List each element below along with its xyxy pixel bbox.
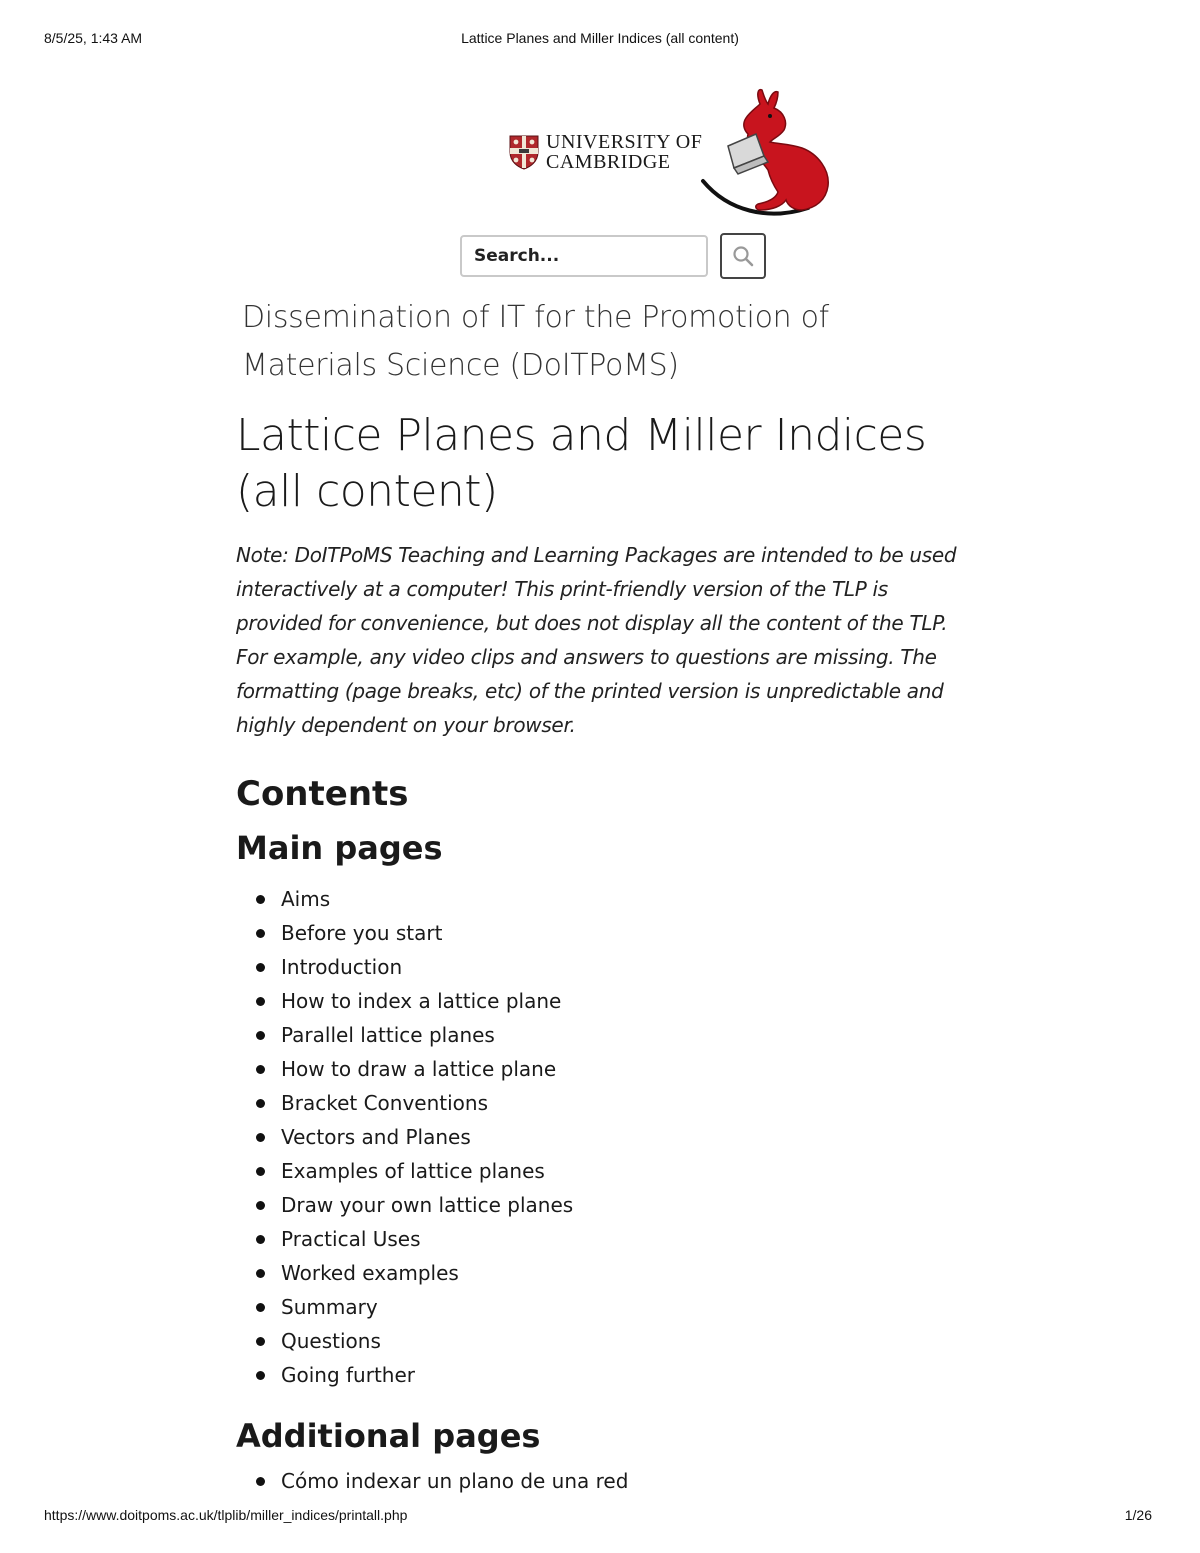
toc-item-before-you-start[interactable]: Before you start <box>236 916 966 950</box>
print-url: https://www.doitpoms.ac.uk/tlplib/miller_indices/printall.php <box>44 1507 408 1523</box>
toc-item-examples[interactable]: Examples of lattice planes <box>236 1154 966 1188</box>
crest-icon <box>508 134 540 170</box>
toc-item-draw-your-own[interactable]: Draw your own lattice planes <box>236 1188 966 1222</box>
search-button[interactable] <box>720 233 766 279</box>
main-pages-heading: Main pages <box>236 829 443 867</box>
additional-pages-list <box>236 1464 966 1498</box>
toc-item-aims[interactable]: Aims <box>236 882 966 916</box>
toc-item-questions[interactable]: Questions <box>236 1324 966 1358</box>
toc-item-bracket-conventions[interactable]: Bracket Conventions <box>236 1086 966 1120</box>
university-line-1: UNIVERSITY OF <box>546 131 703 153</box>
print-footer <box>0 1507 1200 1527</box>
print-title: Lattice Planes and Miller Indices (all content) <box>461 30 739 46</box>
site-title[interactable]: Dissemination of IT for the Promotion of Materials Science (DoITPoMS) <box>242 300 829 383</box>
print-datetime: 8/5/25, 1:43 AM <box>44 30 143 46</box>
page-title: Lattice Planes and Miller Indices (all content) <box>236 410 927 517</box>
search-icon <box>732 245 754 267</box>
print-header <box>0 30 1200 50</box>
additional-pages-heading: Additional pages <box>236 1417 541 1455</box>
toc-item-summary[interactable]: Summary <box>236 1290 966 1324</box>
toc-item-how-to-index[interactable]: How to index a lattice plane <box>236 984 966 1018</box>
toc-item-introduction[interactable]: Introduction <box>236 950 966 984</box>
toc-item-como-indexar[interactable]: Cómo indexar un plano de una red <box>236 1464 966 1498</box>
toc-item-vectors-and-planes[interactable]: Vectors and Planes <box>236 1120 966 1154</box>
university-line-2: CAMBRIDGE <box>546 151 671 173</box>
print-page-number: 1/26 <box>1124 1507 1152 1523</box>
toc-item-how-to-draw[interactable]: How to draw a lattice plane <box>236 1052 966 1086</box>
main-content <box>236 294 966 1498</box>
search-bar <box>460 233 766 279</box>
university-logo[interactable] <box>508 132 702 172</box>
kangaroo-logo-icon <box>698 86 838 221</box>
contents-heading: Contents <box>236 774 409 814</box>
main-pages-list <box>236 882 966 1392</box>
toc-item-parallel-planes[interactable]: Parallel lattice planes <box>236 1018 966 1052</box>
toc-item-going-further[interactable]: Going further <box>236 1358 966 1392</box>
search-input[interactable] <box>460 235 708 277</box>
toc-item-practical-uses[interactable]: Practical Uses <box>236 1222 966 1256</box>
print-note: Note: DoITPoMS Teaching and Learning Packages are intended to be used interactively at a computer! This print-friendly version of the TLP is provided for convenience, but does not display all the content of the TLP. For example, any video clips and answers to questions are missing. The formatting (page breaks, etc) of the printed version is unpredictable and highly dependent on your browser. <box>236 543 957 737</box>
logo-area <box>508 86 838 221</box>
toc-item-worked-examples[interactable]: Worked examples <box>236 1256 966 1290</box>
